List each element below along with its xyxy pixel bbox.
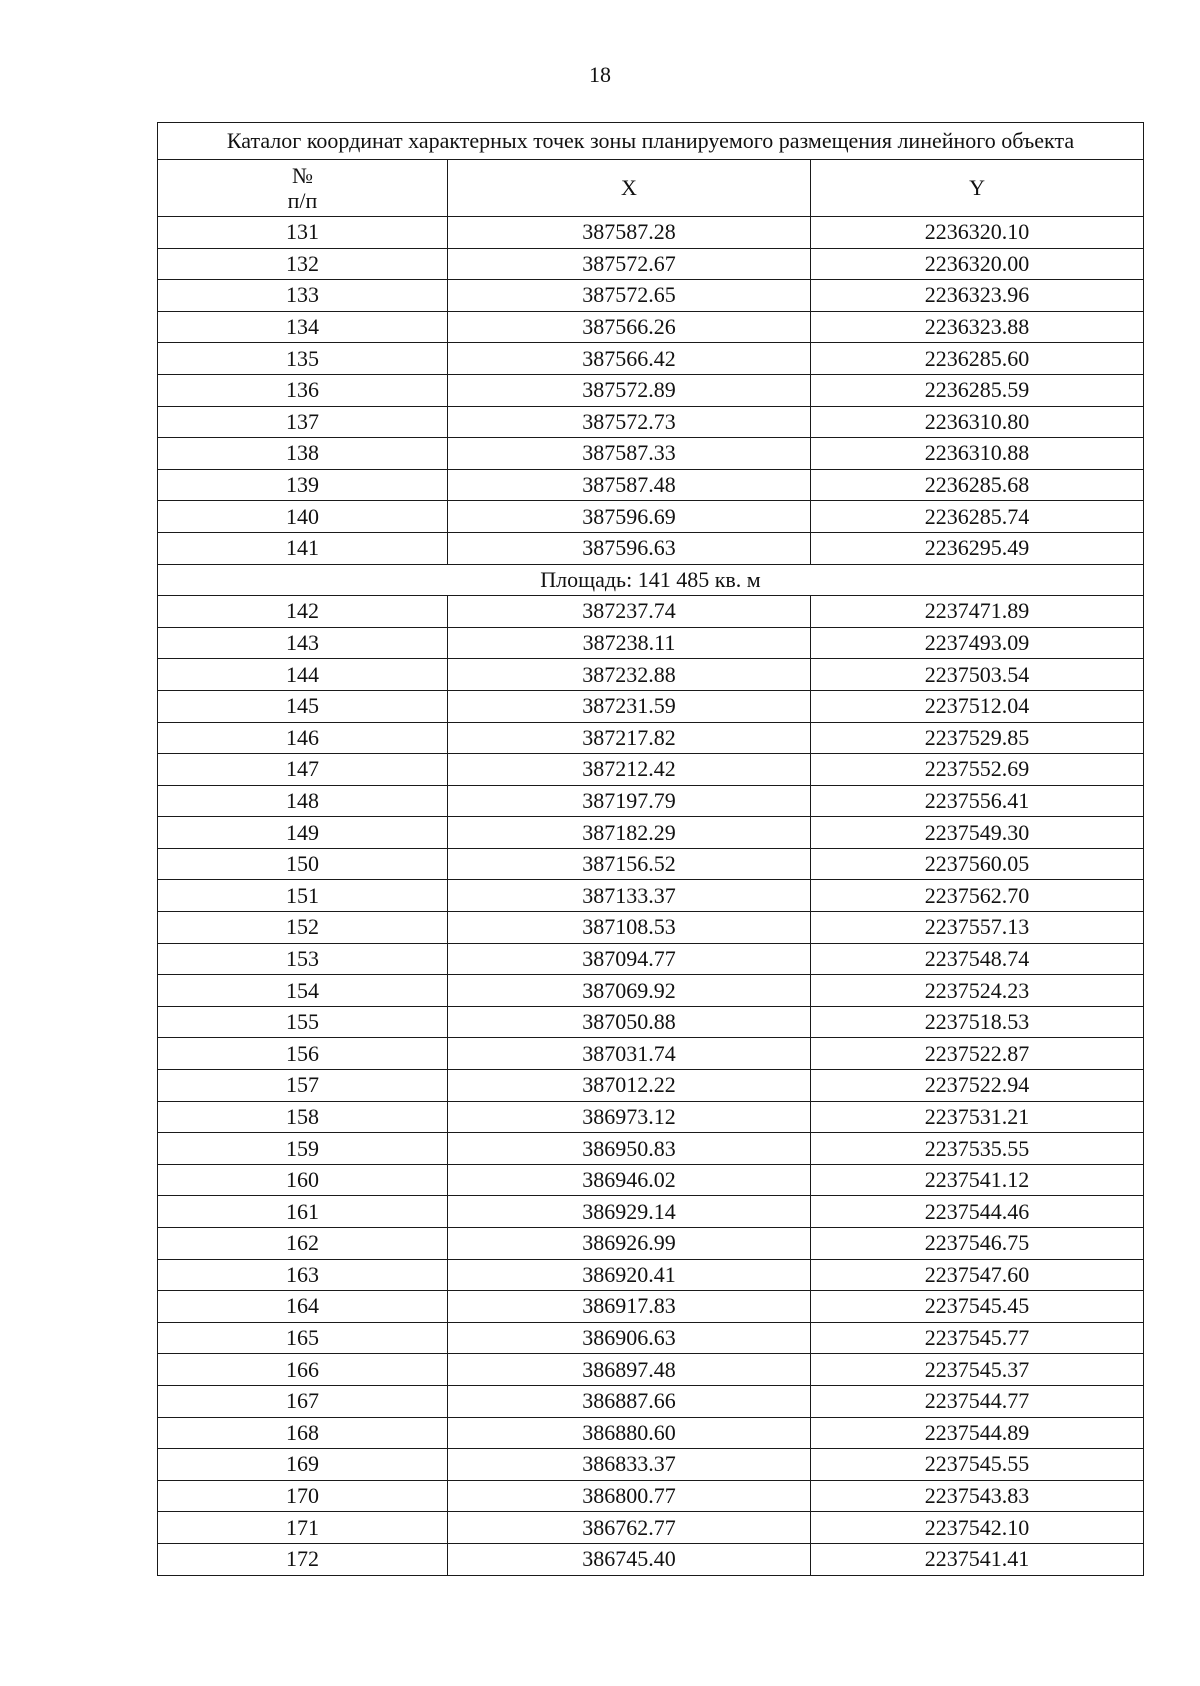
point-number-cell: 139 — [158, 469, 448, 501]
table-row — [158, 785, 1144, 817]
y-coordinate-cell: 2237557.13 — [811, 912, 1144, 944]
x-coordinate-cell: 387094.77 — [448, 943, 811, 975]
y-coordinate-cell: 2237522.94 — [811, 1070, 1144, 1102]
y-coordinate-cell: 2237552.69 — [811, 754, 1144, 786]
y-coordinate-cell: 2237529.85 — [811, 722, 1144, 754]
table-row — [158, 280, 1144, 312]
point-number-cell: 141 — [158, 532, 448, 564]
point-number-cell: 148 — [158, 785, 448, 817]
point-number-cell: 154 — [158, 975, 448, 1007]
y-coordinate-cell: 2236323.88 — [811, 311, 1144, 343]
table-row — [158, 1196, 1144, 1228]
y-coordinate-cell: 2237556.41 — [811, 785, 1144, 817]
y-coordinate-cell: 2237524.23 — [811, 975, 1144, 1007]
table-row — [158, 1291, 1144, 1323]
y-coordinate-cell: 2236285.74 — [811, 501, 1144, 533]
x-coordinate-cell: 387217.82 — [448, 722, 811, 754]
x-coordinate-cell: 387108.53 — [448, 912, 811, 944]
table-row — [158, 1543, 1144, 1575]
table-row — [158, 817, 1144, 849]
table-row — [158, 1006, 1144, 1038]
point-number-cell: 169 — [158, 1449, 448, 1481]
y-coordinate-cell: 2237541.12 — [811, 1164, 1144, 1196]
point-number-cell: 161 — [158, 1196, 448, 1228]
table-row — [158, 690, 1144, 722]
y-coordinate-cell: 2237562.70 — [811, 880, 1144, 912]
x-coordinate-cell: 387069.92 — [448, 975, 811, 1007]
y-coordinate-cell: 2237518.53 — [811, 1006, 1144, 1038]
point-number-cell: 158 — [158, 1101, 448, 1133]
point-number-cell: 157 — [158, 1070, 448, 1102]
point-number-cell: 136 — [158, 374, 448, 406]
x-coordinate-cell: 387156.52 — [448, 848, 811, 880]
x-coordinate-cell: 387197.79 — [448, 785, 811, 817]
y-coordinate-cell: 2236323.96 — [811, 280, 1144, 312]
point-number-cell: 143 — [158, 627, 448, 659]
y-coordinate-cell: 2237549.30 — [811, 817, 1144, 849]
table-row — [158, 1449, 1144, 1481]
point-number-cell: 147 — [158, 754, 448, 786]
y-coordinate-cell: 2237471.89 — [811, 596, 1144, 628]
point-number-cell: 159 — [158, 1133, 448, 1165]
x-coordinate-cell: 386950.83 — [448, 1133, 811, 1165]
table-row — [158, 1512, 1144, 1544]
point-number-cell: 145 — [158, 690, 448, 722]
x-coordinate-cell: 387596.69 — [448, 501, 811, 533]
y-coordinate-cell: 2237545.77 — [811, 1322, 1144, 1354]
y-coordinate-cell: 2236285.59 — [811, 374, 1144, 406]
y-coordinate-cell: 2237541.41 — [811, 1543, 1144, 1575]
table-row — [158, 532, 1144, 564]
x-coordinate-cell: 387566.42 — [448, 343, 811, 375]
y-coordinate-cell: 2237531.21 — [811, 1101, 1144, 1133]
x-coordinate-cell: 386973.12 — [448, 1101, 811, 1133]
x-coordinate-cell: 387566.26 — [448, 311, 811, 343]
point-number-cell: 162 — [158, 1228, 448, 1260]
y-coordinate-cell: 2237512.04 — [811, 690, 1144, 722]
table-row — [158, 1164, 1144, 1196]
x-coordinate-cell: 386946.02 — [448, 1164, 811, 1196]
x-coordinate-cell: 387182.29 — [448, 817, 811, 849]
x-coordinate-cell: 387587.48 — [448, 469, 811, 501]
x-coordinate-cell: 387012.22 — [448, 1070, 811, 1102]
y-coordinate-cell: 2237544.89 — [811, 1417, 1144, 1449]
point-number-cell: 142 — [158, 596, 448, 628]
table-row — [158, 438, 1144, 470]
y-coordinate-cell: 2237560.05 — [811, 848, 1144, 880]
column-header-number — [158, 160, 448, 217]
point-number-cell: 171 — [158, 1512, 448, 1544]
table-row — [158, 1385, 1144, 1417]
y-coordinate-cell: 2237503.54 — [811, 659, 1144, 691]
point-number-cell: 134 — [158, 311, 448, 343]
x-coordinate-cell: 386833.37 — [448, 1449, 811, 1481]
point-number-cell: 152 — [158, 912, 448, 944]
table-row — [158, 1133, 1144, 1165]
y-coordinate-cell: 2237544.46 — [811, 1196, 1144, 1228]
column-header-x: X — [448, 160, 811, 217]
point-number-cell: 160 — [158, 1164, 448, 1196]
table-row — [158, 912, 1144, 944]
y-coordinate-cell: 2237535.55 — [811, 1133, 1144, 1165]
column-header-number-symbol: № — [292, 163, 313, 188]
table-row — [158, 659, 1144, 691]
x-coordinate-cell: 387050.88 — [448, 1006, 811, 1038]
x-coordinate-cell: 387587.33 — [448, 438, 811, 470]
table-title-row — [158, 123, 1144, 160]
x-coordinate-cell: 387238.11 — [448, 627, 811, 659]
point-number-cell: 132 — [158, 248, 448, 280]
table-row — [158, 1322, 1144, 1354]
table-row — [158, 722, 1144, 754]
point-number-cell: 168 — [158, 1417, 448, 1449]
point-number-cell: 165 — [158, 1322, 448, 1354]
table-row — [158, 754, 1144, 786]
x-coordinate-cell: 387596.63 — [448, 532, 811, 564]
x-coordinate-cell: 386887.66 — [448, 1385, 811, 1417]
x-coordinate-cell: 387572.65 — [448, 280, 811, 312]
y-coordinate-cell: 2236295.49 — [811, 532, 1144, 564]
table-row — [158, 1480, 1144, 1512]
x-coordinate-cell: 386762.77 — [448, 1512, 811, 1544]
table-title: Каталог координат характерных точек зоны планируемого размещения линейного объекта — [158, 123, 1144, 160]
table-row — [158, 469, 1144, 501]
point-number-cell: 150 — [158, 848, 448, 880]
x-coordinate-cell: 387232.88 — [448, 659, 811, 691]
y-coordinate-cell: 2237545.37 — [811, 1354, 1144, 1386]
y-coordinate-cell: 2236310.80 — [811, 406, 1144, 438]
point-number-cell: 172 — [158, 1543, 448, 1575]
table-row — [158, 1417, 1144, 1449]
table-row — [158, 1354, 1144, 1386]
x-coordinate-cell: 387133.37 — [448, 880, 811, 912]
x-coordinate-cell: 387237.74 — [448, 596, 811, 628]
table-row — [158, 1259, 1144, 1291]
point-number-cell: 135 — [158, 343, 448, 375]
page-number: 18 — [589, 62, 611, 87]
point-number-cell: 166 — [158, 1354, 448, 1386]
column-header-y: Y — [811, 160, 1144, 217]
area-row — [158, 564, 1144, 596]
table-row — [158, 217, 1144, 249]
table-row — [158, 311, 1144, 343]
y-coordinate-cell: 2236320.00 — [811, 248, 1144, 280]
point-number-cell: 149 — [158, 817, 448, 849]
point-number-cell: 164 — [158, 1291, 448, 1323]
point-number-cell: 151 — [158, 880, 448, 912]
column-header-number-abbr: п/п — [287, 188, 318, 213]
y-coordinate-cell: 2237542.10 — [811, 1512, 1144, 1544]
y-coordinate-cell: 2237522.87 — [811, 1038, 1144, 1070]
y-coordinate-cell: 2237545.55 — [811, 1449, 1144, 1481]
point-number-cell: 133 — [158, 280, 448, 312]
x-coordinate-cell: 386745.40 — [448, 1543, 811, 1575]
x-coordinate-cell: 387572.89 — [448, 374, 811, 406]
table-body — [158, 217, 1144, 1576]
table-row — [158, 1038, 1144, 1070]
y-coordinate-cell: 2236285.60 — [811, 343, 1144, 375]
table-row — [158, 406, 1144, 438]
y-coordinate-cell: 2237544.77 — [811, 1385, 1144, 1417]
table-row — [158, 1228, 1144, 1260]
y-coordinate-cell: 2237548.74 — [811, 943, 1144, 975]
table-row — [158, 1101, 1144, 1133]
table-row — [158, 248, 1144, 280]
y-coordinate-cell: 2237546.75 — [811, 1228, 1144, 1260]
point-number-cell: 155 — [158, 1006, 448, 1038]
table-row — [158, 501, 1144, 533]
x-coordinate-cell: 387587.28 — [448, 217, 811, 249]
area-cell: Площадь: 141 485 кв. м — [158, 564, 1144, 596]
x-coordinate-cell: 386926.99 — [448, 1228, 811, 1260]
y-coordinate-cell: 2237493.09 — [811, 627, 1144, 659]
y-coordinate-cell: 2237547.60 — [811, 1259, 1144, 1291]
table-row — [158, 943, 1144, 975]
point-number-cell: 163 — [158, 1259, 448, 1291]
point-number-cell: 156 — [158, 1038, 448, 1070]
x-coordinate-cell: 386897.48 — [448, 1354, 811, 1386]
table-row — [158, 374, 1144, 406]
x-coordinate-cell: 386880.60 — [448, 1417, 811, 1449]
table-header-row — [158, 160, 1144, 217]
x-coordinate-cell: 387212.42 — [448, 754, 811, 786]
y-coordinate-cell: 2237543.83 — [811, 1480, 1144, 1512]
table-row — [158, 848, 1144, 880]
table-row — [158, 880, 1144, 912]
point-number-cell: 153 — [158, 943, 448, 975]
x-coordinate-cell: 386800.77 — [448, 1480, 811, 1512]
point-number-cell: 131 — [158, 217, 448, 249]
table-row — [158, 627, 1144, 659]
coordinate-catalog-table — [157, 122, 1144, 1576]
table-row — [158, 596, 1144, 628]
table-row — [158, 975, 1144, 1007]
point-number-cell: 144 — [158, 659, 448, 691]
x-coordinate-cell: 386920.41 — [448, 1259, 811, 1291]
point-number-cell: 137 — [158, 406, 448, 438]
point-number-cell: 167 — [158, 1385, 448, 1417]
y-coordinate-cell: 2236320.10 — [811, 217, 1144, 249]
table-row — [158, 1070, 1144, 1102]
x-coordinate-cell: 387572.67 — [448, 248, 811, 280]
point-number-cell: 140 — [158, 501, 448, 533]
x-coordinate-cell: 387572.73 — [448, 406, 811, 438]
y-coordinate-cell: 2236310.88 — [811, 438, 1144, 470]
point-number-cell: 170 — [158, 1480, 448, 1512]
x-coordinate-cell: 386906.63 — [448, 1322, 811, 1354]
table-row — [158, 343, 1144, 375]
x-coordinate-cell: 386917.83 — [448, 1291, 811, 1323]
x-coordinate-cell: 387031.74 — [448, 1038, 811, 1070]
y-coordinate-cell: 2237545.45 — [811, 1291, 1144, 1323]
point-number-cell: 146 — [158, 722, 448, 754]
x-coordinate-cell: 387231.59 — [448, 690, 811, 722]
y-coordinate-cell: 2236285.68 — [811, 469, 1144, 501]
x-coordinate-cell: 386929.14 — [448, 1196, 811, 1228]
point-number-cell: 138 — [158, 438, 448, 470]
